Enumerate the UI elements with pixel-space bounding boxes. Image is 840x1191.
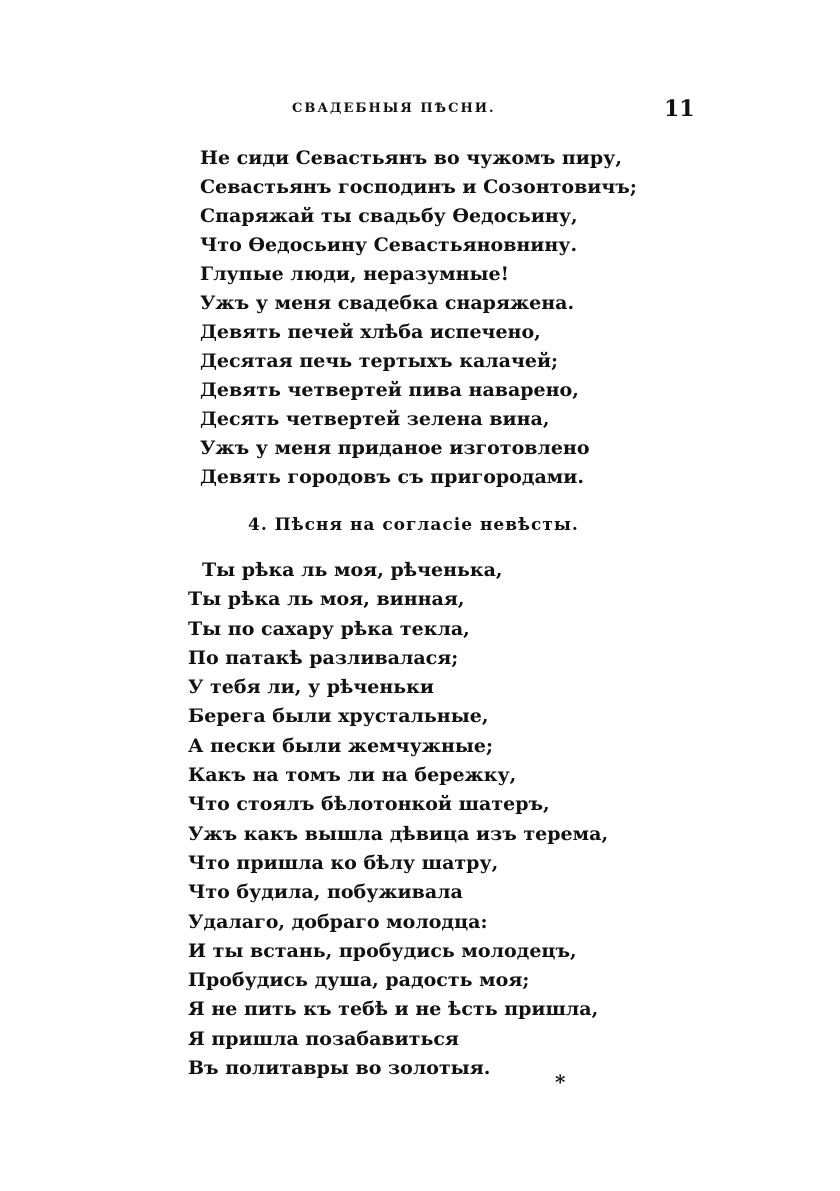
- song-stanza-2: [188, 556, 608, 1083]
- verse-line: Я не пить къ тебѣ и не ѣсть пришла,: [188, 998, 599, 1021]
- verse-line: Десять четвертей зелена вина,: [200, 408, 550, 430]
- verse-line: Девять печей хлѣба испечено,: [200, 321, 541, 343]
- verse-line: Что Ѳедосьину Севастьяновнину.: [200, 234, 578, 256]
- running-head: СВАДЕБНЫЯ ПѢСНИ.: [292, 101, 496, 116]
- verse-line: Что пришла ко бѣлу шатру,: [188, 851, 499, 874]
- verse-line: Севастьянъ господинъ и Созонтовичъ;: [200, 176, 637, 198]
- verse-line: Берега были хрустальные,: [188, 705, 489, 728]
- verse-line: Ужъ какъ вышла дѣвица изъ терема,: [188, 822, 609, 845]
- verse-line: Девять четвертей пива наварено,: [200, 379, 579, 401]
- verse-line: Въ политавры во золотыя.: [188, 1057, 491, 1080]
- verse-line: Глупые люди, неразумные!: [200, 263, 509, 285]
- verse-line: Ты рѣка ль моя, рѣченька,: [202, 559, 503, 581]
- verse-line: Что стоялъ бѣлотонкой шатеръ,: [188, 793, 550, 816]
- song-title: 4. Пѣсня на согласіе невѣсты.: [248, 515, 579, 535]
- verse-line: А пески были жемчужные;: [188, 734, 493, 757]
- verse-line: Девять городовъ съ пригородами.: [200, 466, 585, 488]
- verse-line: Какъ на томъ ли на бережку,: [188, 764, 517, 787]
- verse-line: Десятая печь тертыхъ калачей;: [200, 350, 559, 372]
- verse-line: Удалаго, добраго молодца:: [188, 910, 488, 933]
- verse-line: Ужъ у меня приданое изготовлено: [200, 437, 590, 459]
- verse-line: Что будила, побуживала: [188, 881, 463, 904]
- verse-line: Пробудись душа, радость моя;: [188, 969, 530, 992]
- verse-line: И ты встань, пробудись молодецъ,: [188, 939, 577, 962]
- verse-line: У тебя ли, у рѣченьки: [188, 676, 434, 699]
- verse-line: Не сиди Севастьянъ во чужомъ пиру,: [200, 147, 622, 169]
- verse-line: Ты рѣка ль моя, винная,: [188, 588, 465, 611]
- song-stanza-1: [200, 144, 637, 492]
- verse-line: Ты по сахару рѣка текла,: [188, 617, 470, 640]
- end-asterisk: *: [555, 1070, 566, 1094]
- page-number: 11: [664, 96, 695, 122]
- verse-line: Спаряжай ты свадьбу Ѳедосьину,: [200, 205, 578, 227]
- verse-line: Ужъ у меня свадебка снаряжена.: [200, 292, 575, 314]
- verse-line: По патакѣ разливалася;: [188, 646, 459, 669]
- verse-line: Я пришла позабавиться: [188, 1027, 459, 1050]
